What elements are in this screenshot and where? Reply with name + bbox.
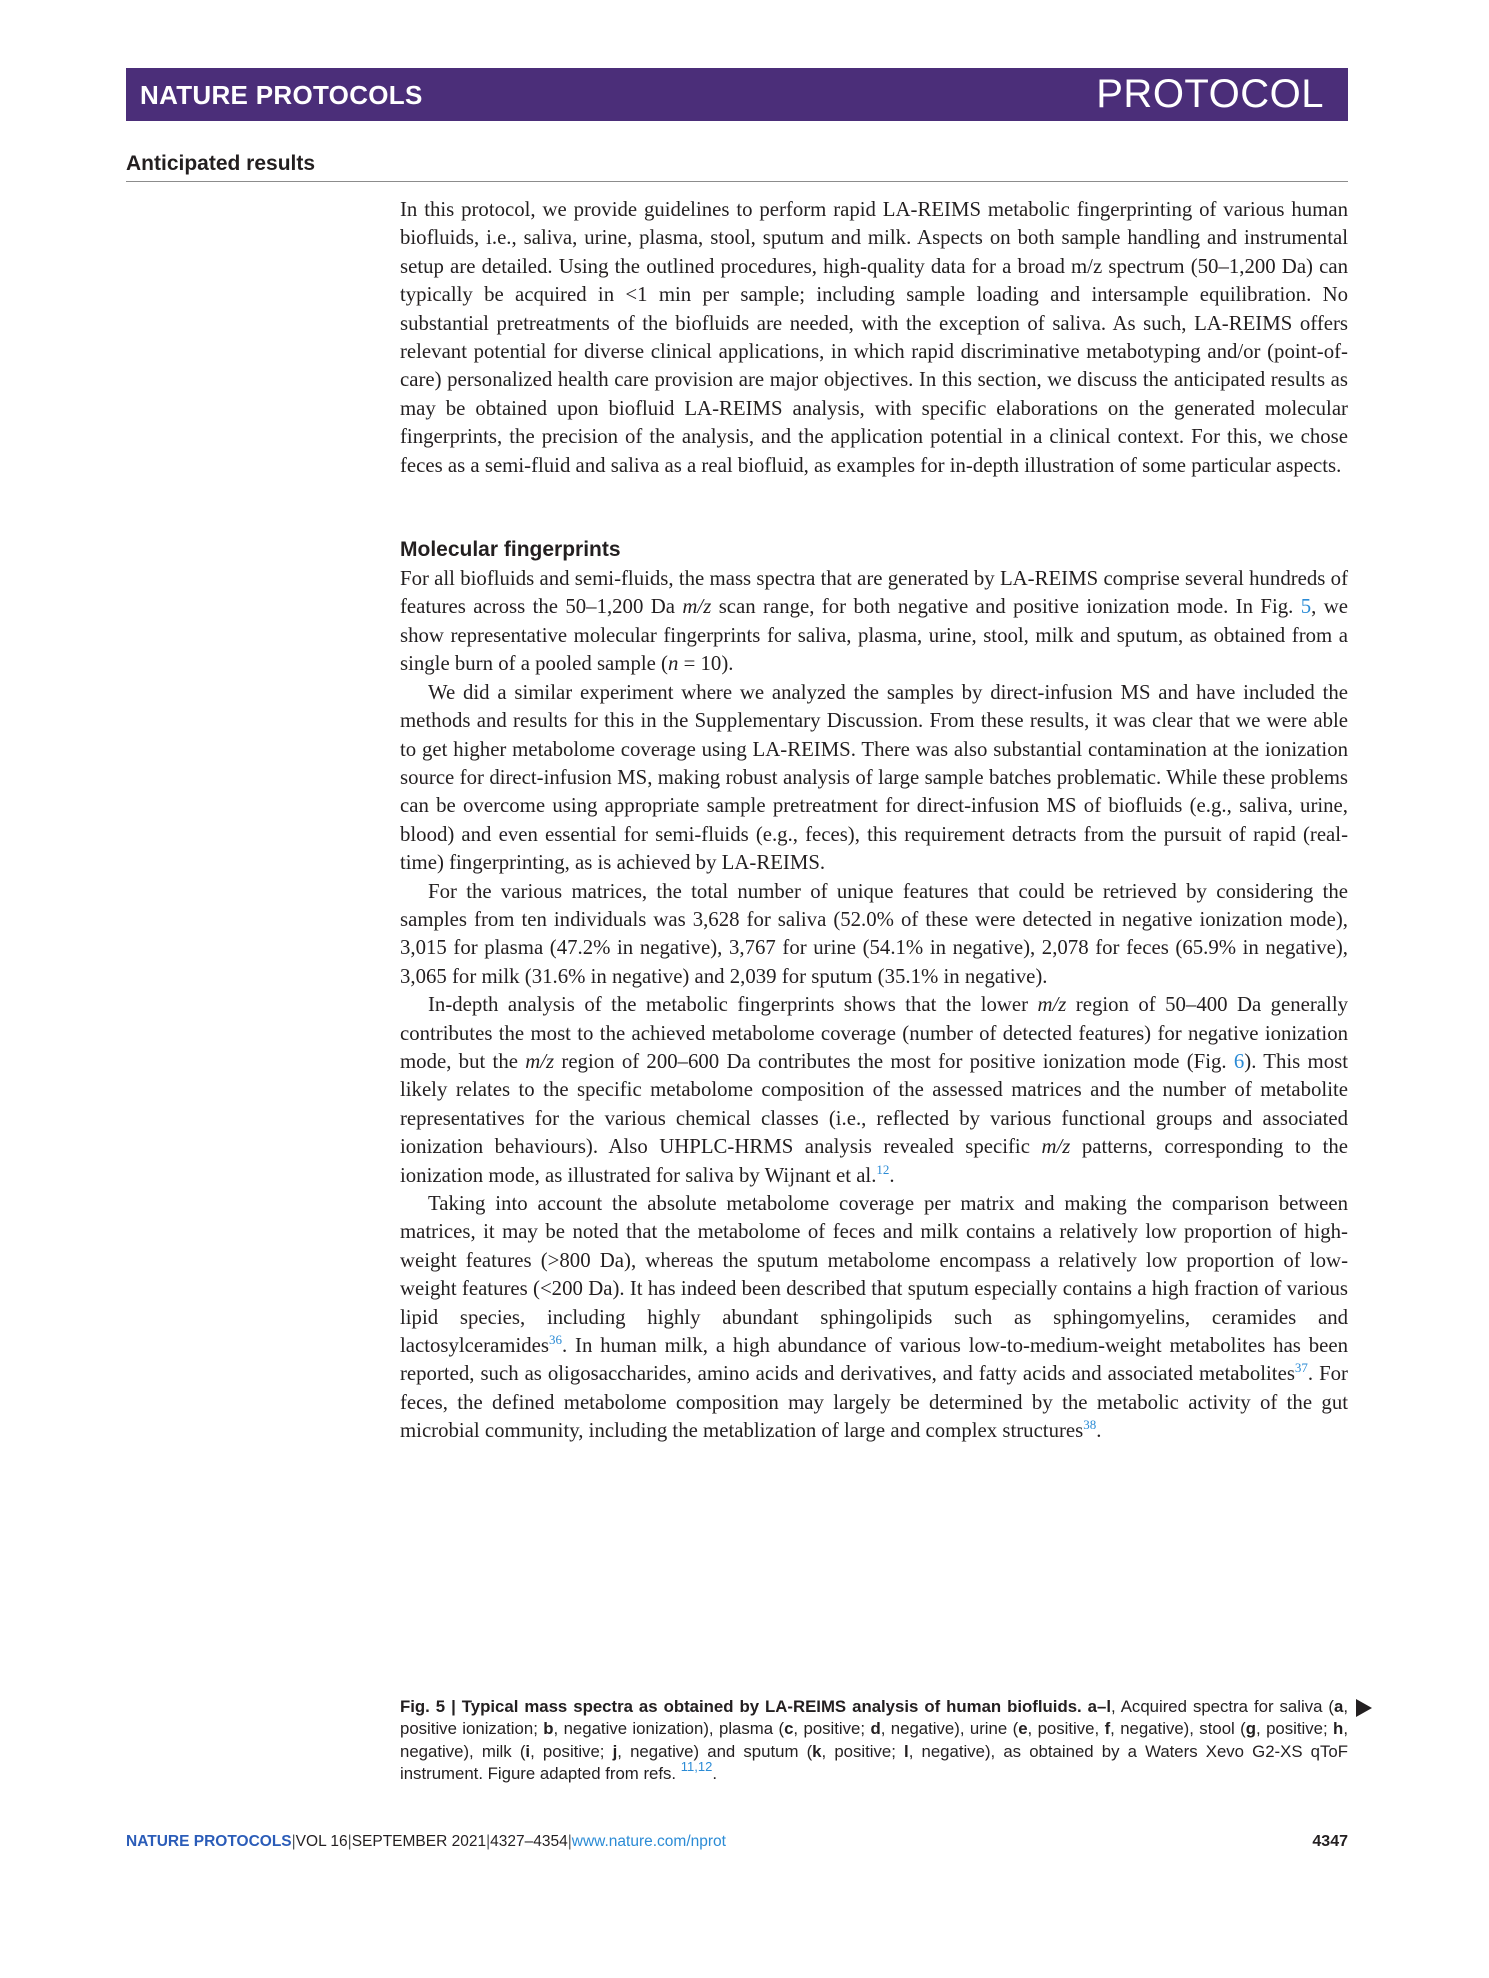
subsection-heading: Molecular fingerprints: [400, 538, 621, 562]
footer: NATURE PROTOCOLS|VOL 16|SEPTEMBER 2021|4327–4354|www.nature.com/nprot: [126, 1833, 726, 1850]
paragraph-2: We did a similar experiment where we analyzed the samples by direct-infusion MS and have included the methods and results for this in the Supplementary Discussion. From these results, it was clear that we were able to get higher metabolome coverage using LA-REIMS. There was also substantial contamination at the ionization source for direct-infusion MS, making robust analysis of large sample batches problematic. While these problems can be overcome using appropriate sample pretreatment for direct-infusion MS of biofluids (e.g., saliva, urine, blood) and even essential for semi-fluids (e.g., feces), this requirement detracts from the pursuit of rapid (real-time) fingerprinting, as is achieved by LA-REIMS.: [400, 680, 1348, 875]
figure-caption: Fig. 5 | Typical mass spectra as obtained by LA-REIMS analysis of human biofluids. a–l, Acquired spectra for saliva (a, positive ionization; b, negative ionization), plasma (c, positive; d, negative), urine (e, positive, f, negative), stool (g, positive; h, negative), milk (i, positive; j, negative) and sputum (k, positive; l, negative), as obtained by a Waters Xevo G2-XS qToF instrument. Figure adapted from refs. $^{11,12}$.: [400, 1697, 1348, 1784]
figure-link[interactable]: 6: [1233, 1049, 1245, 1073]
reference-link[interactable]: 38: [1083, 1417, 1097, 1433]
reference-link[interactable]: 36: [548, 1332, 562, 1348]
footer-date: SEPTEMBER 2021: [351, 1833, 487, 1850]
footer-volume: VOL 16: [295, 1833, 348, 1850]
footer-journal: NATURE PROTOCOLS: [126, 1833, 292, 1850]
section-heading: Anticipated results: [126, 152, 316, 175]
reference-link[interactable]: 11,12: [680, 1759, 713, 1775]
intro-paragraph: In this protocol, we provide guidelines to perform rapid LA-REIMS metabolic fingerprinting of various human biofluids, i.e., saliva, urine, plasma, stool, sputum and milk. Aspects on both sample handling and instrumental setup are detailed. Using the outlined procedures, high-quality data for a broad m/z spectrum (50–1,200 Da) can typically be acquired in <1 min per sample; including sample loading and intersample equilibration. No substantial pretreatments of the biofluids are needed, with the exception of saliva. As such, LA-REIMS offers relevant potential for diverse clinical applications, in which rapid discriminative metabotyping and/or (point-of-care) personalized health care provision are major objectives. In this section, we discuss the anticipated results as may be obtained upon biofluid LA-REIMS analysis, with specific elaborations on the generated molecular fingerprints, the precision of the analysis, and the application potential in a clinical context. For this, we chose feces as a semi-fluid and saliva as a real biofluid, as examples for in-depth illustration of some particular aspects.: [400, 198, 1348, 477]
journal-name: NATURE PROTOCOLS: [140, 80, 423, 110]
reference-link[interactable]: 12: [876, 1161, 890, 1177]
figure-title: Fig. 5 | Typical mass spectra as obtained by LA-REIMS analysis of human biofluids. a–l: [400, 1697, 1112, 1716]
page-number: 4347: [1312, 1833, 1348, 1850]
header-bar: [126, 68, 1348, 121]
article-type: PROTOCOL: [1096, 72, 1324, 116]
paragraph-4: In-depth analysis of the metabolic fingerprints shows that the lower m/z region of 50–400 Da generally contributes the most to the achieved metabolome coverage (number of detected features) for negative ionization mode, but the m/z region of 200–600 Da contributes the most for positive ionization mode (Fig. 6). This most likely relates to the specific metabolome composition of the assessed matrices and the number of metabolite representatives for the various chemical classes (i.e., reflected by various functional groups and associated ionization behaviours). Also UHPLC-HRMS analysis revealed specific m/z patterns, corresponding to the ionization mode, as illustrated for saliva by Wijnant et al.$^{12}$.: [400, 993, 1348, 1187]
footer-url[interactable]: www.nature.com/nprot: [571, 1833, 726, 1850]
paragraph-3: For the various matrices, the total number of unique features that could be retrieved by considering the samples from ten individuals was 3,628 for saliva (52.0% of these were detected in negative ionization mode), 3,015 for plasma (47.2% in negative), 3,767 for urine (54.1% in negative), 2,078 for feces (65.9% in negative), 3,065 for milk (31.6% in negative) and 2,039 for sputum (35.1% in negative).: [400, 879, 1348, 988]
continue-arrow-icon[interactable]: [1356, 1699, 1372, 1717]
reference-link[interactable]: 37: [1294, 1360, 1308, 1376]
figure-link[interactable]: 5: [1300, 595, 1312, 619]
footer-pages: 4327–4354: [490, 1833, 568, 1850]
paragraph-5: Taking into account the absolute metabolome coverage per matrix and making the comparison between matrices, it may be noted that the metabolome of feces and milk contains a relatively low proportion of high-weight features (>800 Da), whereas the sputum metabolome encompass a relatively low proportion of low-weight features (<200 Da). It has indeed been described that sputum especially contains a high fraction of various lipid species, including highly abundant sphingolipids such as sphingomyelins, ceramides and lactosylceramides$^{36}$. In human milk, a high abundance of various low-to-medium-weight metabolites has been reported, such as oligosaccharides, amino acids and derivatives, and fatty acids and associated metabolites$^{37}$. For feces, the defined metabolome composition may largely be determined by the metabolic activity of the gut microbial community, including the metablization of large and complex structures$^{38}$.: [400, 1192, 1348, 1443]
section-divider: [126, 181, 1348, 182]
main-column: [400, 196, 1348, 1446]
paragraph-1: For all biofluids and semi-fluids, the mass spectra that are generated by LA-REIMS comprise several hundreds of features across the 50–1,200 Da m/z scan range, for both negative and positive ionization mode. In Fig. 5, we show representative molecular fingerprints for saliva, plasma, urine, stool, milk and sputum, as obtained from a single burn of a pooled sample (n = 10).: [400, 567, 1348, 676]
